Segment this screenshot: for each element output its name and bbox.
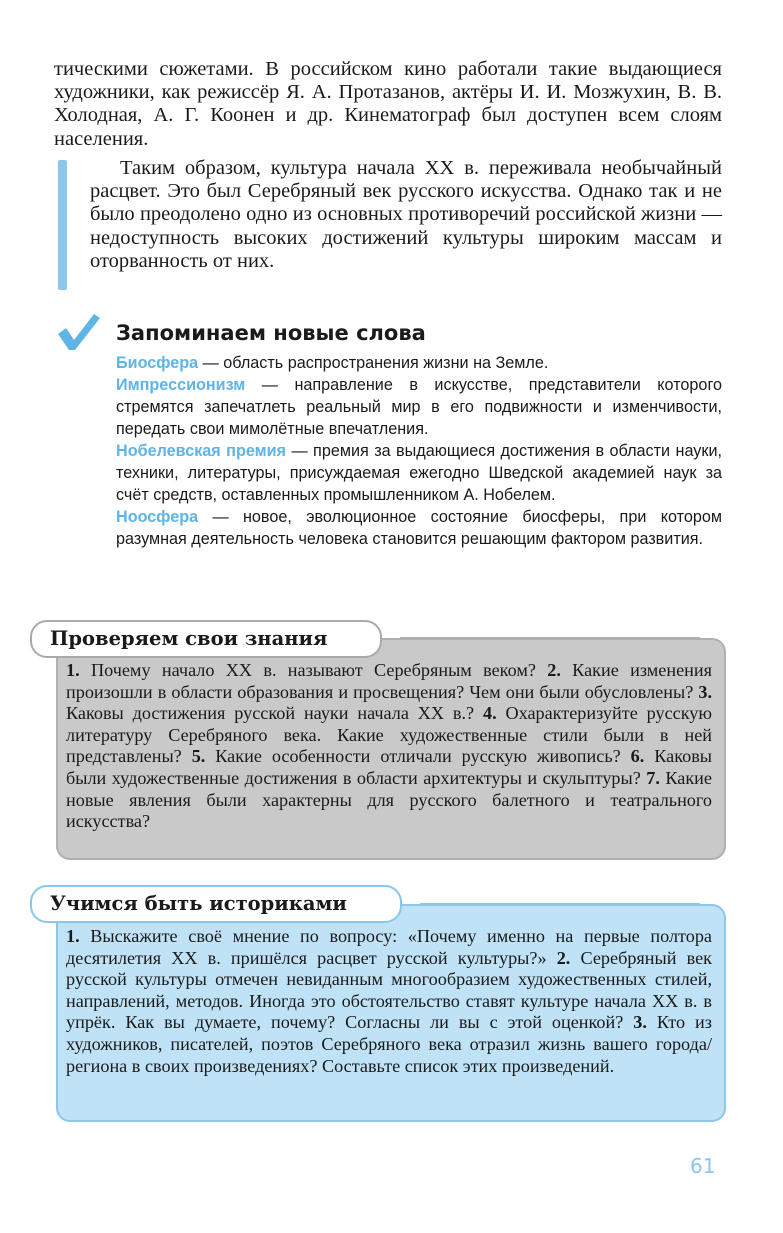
vocabulary-list [116,352,722,550]
check-knowledge-questions [66,660,712,833]
question-number: 1. [66,926,80,946]
vocab-term: Ноосфера [116,508,199,526]
check-knowledge-title: Проверяем свои знания [30,620,382,658]
vocabulary-title: Запоминаем новые слова [116,321,426,345]
intro-text: тическими сюжетами. В российском кино работали такие выдающиеся художники, как режиссёр Я. А. Протазанов, актёры И. И. Мозжухин, В. В. Холодная, А. Г. Коонен и др. Кинематограф был доступен всем слоям населения. [54,58,722,150]
question-text: Какие новые явления были характерны для русского балетного и театрального искусства? [66,767,712,832]
question-text: Почему начало XX в. называют Серебряным веком? [79,660,548,680]
question-number: 1. [66,660,80,680]
historians-questions [66,926,712,1077]
vocab-entry [116,440,722,506]
question-number: 6. [630,746,645,767]
question-number: 2. [556,947,571,968]
question-text: Какие особенности отличали русскую живопись? [205,746,631,767]
vocab-entry [116,506,722,550]
vocab-definition: — новое, эволюционное состояние биосферы, при котором разумная деятельность человека становится решающим фактором развития. [116,508,722,548]
question-number: 4. [482,703,497,724]
summary-accent-bar [58,160,67,290]
historians-tab-line [420,903,700,905]
summary-paragraph [90,157,722,273]
question-paragraph [66,926,712,1077]
vocab-definition: — премия за выдающиеся достижения в области науки, техники, литературы, присуждаемая ежегодно Шведской академией наук за счёт средств, оставленных промышленником А. Нобелем. [116,442,723,504]
question-number: 3. [633,1012,647,1033]
question-text: Каковы достижения русской науки начала XX в.? [66,703,483,724]
question-text: Серебряный век русской культуры отмечен невиданным многообразием художественных стилей, направлений, методов. Иногда это обстоятельство ставят культуре начала XX в. в упрёк. Как вы думаете, почему? Согласны ли вы с этой оценкой? [66,947,712,1033]
question-number: 2. [547,660,561,680]
question-text: Какие изменения произошли в области образования и просвещения? Чем они были обусловлены? [66,660,712,702]
question-paragraph [66,660,712,833]
question-number: 5. [191,746,206,767]
question-text: Охарактеризуйте русскую литературу Серебряного века. Какие художественные стили были в ней представлены? [66,703,712,767]
page-number: 61 [690,1154,716,1178]
intro-paragraph [54,58,722,151]
vocab-definition: — направление в искусстве, представители которого стремятся запечатлеть реальный мир в его подвижности и изменчивости, передать свои мимолётные впечатления. [116,376,722,438]
vocab-entry [116,352,722,374]
checkmark-icon [56,312,100,352]
summary-text: Таким образом, культура начала XX в. переживала необычайный расцвет. Это был Серебряный век русского искусства. Однако так и не было преодолено одно из основных противоречий российской жизни — недоступность высоких достижений культуры широким массам и оторванность от них. [90,157,722,272]
vocab-entry [116,374,722,440]
question-number: 3. [698,681,712,702]
question-text: Каковы были художественные достижения в области архитектуры и скульптуры? [66,746,713,788]
question-text: Кто из художников, писателей, поэтов Серебряного века отразил жизнь вашего города/региона в своих произведениях? Составьте список этих произведений. [66,1012,712,1076]
question-number: 7. [646,767,660,788]
vocab-term: Импрессионизм [116,376,246,394]
vocab-definition: — область распространения жизни на Земле. [198,354,549,372]
check-knowledge-tab-line [400,637,700,639]
vocab-term: Биосфера [116,354,199,372]
historians-title: Учимся быть историками [30,885,402,923]
vocab-term: Нобелевская премия [116,442,287,460]
question-text: Выскажите своё мнение по вопросу: «Почему именно на первые полтора десятилетия XX в. пришёлся расцвет русской культуры?» [66,926,712,968]
